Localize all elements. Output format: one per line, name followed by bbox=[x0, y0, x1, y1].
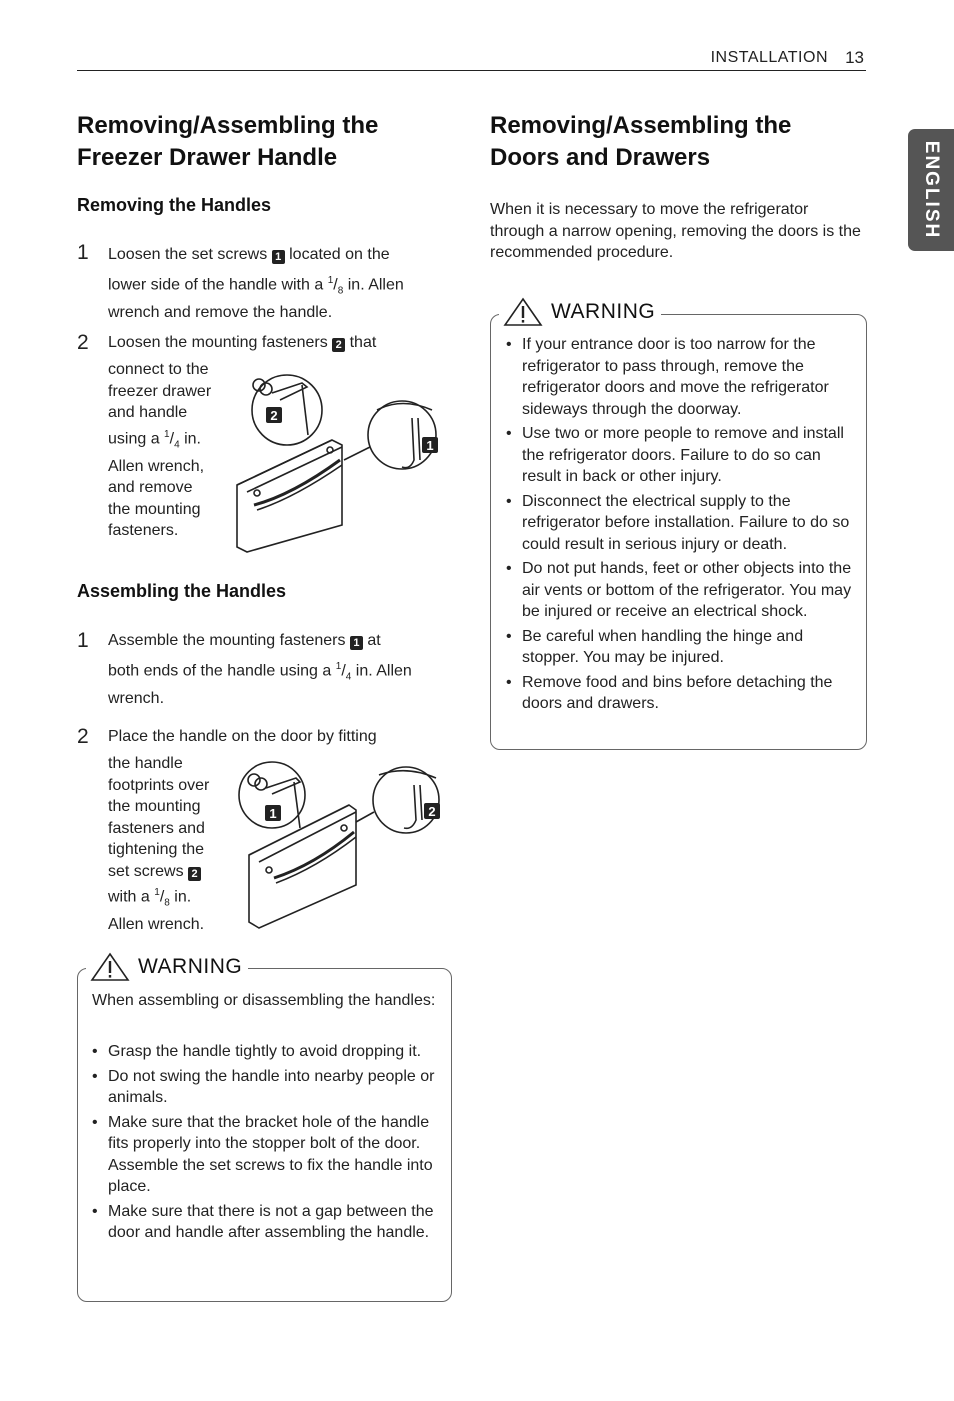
list-item: • Do not swing the handle into nearby people or animals. bbox=[92, 1066, 447, 1109]
assembling-handle-illustration bbox=[234, 760, 459, 935]
callout-1-icon: 1 bbox=[350, 636, 363, 650]
list-item: • If your entrance door is too narrow for the refrigerator to pass through, remove the refrigerator doors and move the refrigerator sideways through the doorway. bbox=[506, 334, 858, 420]
left-warning-title: WARNING bbox=[138, 955, 243, 978]
callout-2-icon: 2 bbox=[188, 867, 201, 881]
callout-1-icon: 1 bbox=[272, 250, 285, 264]
list-item: • Make sure that there is not a gap between the door and handle after assembling the handle. bbox=[92, 1201, 447, 1244]
page-number: 13 bbox=[845, 48, 864, 67]
list-item: • Remove food and bins before detaching the doors and drawers. bbox=[506, 672, 858, 715]
assembling-step1-text: Assemble the mounting fasteners 1 at both ends of the handle using a $^1/_4$ in. Allen wrench. bbox=[108, 632, 412, 707]
removing-step2-continued: connect to the freezer drawer and handle using a $^1/_4$ in. Allen wrench, and remove the mounting fasteners. bbox=[108, 361, 212, 540]
header-section: INSTALLATION bbox=[710, 49, 828, 66]
list-item: • Grasp the handle tightly to avoid dropping it. bbox=[92, 1041, 447, 1063]
callout-2-icon: 2 bbox=[332, 338, 345, 352]
right-intro: When it is necessary to move the refrigerator through a narrow opening, removing the doors is the recommended procedure. bbox=[490, 201, 861, 261]
removing-step2-number: 2 bbox=[77, 331, 89, 354]
page-header bbox=[77, 48, 866, 71]
language-tab-label: ENGLISH bbox=[921, 140, 942, 240]
list-item: • Disconnect the electrical supply to the refrigerator before installation. Failure to do so could result in serious injury or death. bbox=[506, 491, 858, 556]
right-title bbox=[490, 110, 791, 174]
list-item: • Make sure that the bracket hole of the handle fits properly into the stopper bolt of the door. Assemble the set screws to fix the handle into place. bbox=[92, 1112, 447, 1198]
right-title-line2: Doors and Drawers bbox=[490, 144, 711, 171]
left-warning-list bbox=[92, 1041, 447, 1247]
list-item: • Use two or more people to remove and install the refrigerator doors. Failure to do so can result in back or other injury. bbox=[506, 423, 858, 488]
warning-triangle-icon bbox=[503, 297, 543, 327]
warning-triangle-icon bbox=[90, 952, 130, 982]
right-warning-header bbox=[499, 297, 661, 327]
assembling-heading: Assembling the Handles bbox=[77, 581, 287, 601]
right-warning-title: WARNING bbox=[551, 300, 656, 323]
left-warning-intro: When assembling or disassembling the handles: bbox=[92, 992, 436, 1009]
list-item: • Do not put hands, feet or other objects into the air vents or bottom of the refrigerator. You may be injured or receive an electrical shock. bbox=[506, 558, 858, 623]
left-title-line2: Freezer Drawer Handle bbox=[77, 144, 338, 171]
left-title-line1: Removing/Assembling the bbox=[77, 112, 379, 139]
removing-handle-illustration bbox=[232, 355, 462, 555]
figure2-callout-1: 1 bbox=[269, 806, 277, 821]
removing-step1-number: 1 bbox=[77, 241, 89, 264]
right-title-line1: Removing/Assembling the bbox=[490, 112, 792, 139]
assembling-step2-continued: the handle footprints over the mounting fasteners and tightening the set screws 2 with a $^1/_8$ in. Allen wrench. bbox=[108, 755, 210, 934]
removing-heading: Removing the Handles bbox=[77, 195, 272, 215]
removing-step2-text: Loosen the mounting fasteners 2 that bbox=[108, 334, 377, 351]
figure1-callout-1: 1 bbox=[426, 438, 434, 453]
assembling-step2-text: Place the handle on the door by fitting bbox=[108, 728, 377, 745]
left-warning-header bbox=[86, 952, 248, 982]
list-item: • Be careful when handling the hinge and stopper. You may be injured. bbox=[506, 626, 858, 669]
language-tab bbox=[908, 129, 954, 251]
left-title bbox=[77, 110, 378, 174]
right-warning-list bbox=[506, 334, 858, 718]
figure2-callout-2: 2 bbox=[428, 804, 436, 819]
assembling-step2-number: 2 bbox=[77, 725, 89, 748]
removing-step1-text: Loosen the set screws 1 located on the lower side of the handle with a $^1/_8$ in. Allen wrench and remove the handle. bbox=[108, 246, 404, 321]
figure1-callout-2: 2 bbox=[270, 408, 278, 423]
assembling-step1-number: 1 bbox=[77, 629, 89, 652]
